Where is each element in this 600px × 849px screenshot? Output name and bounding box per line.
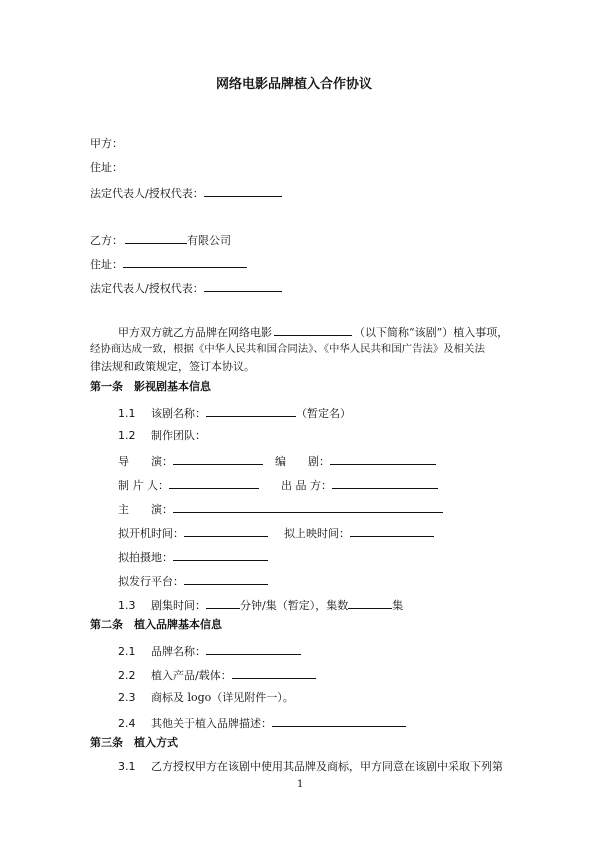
item-2-3-number: 2.3 bbox=[118, 691, 136, 704]
item-1-3-label: 剧集时间： bbox=[151, 599, 206, 612]
party-a-address-label: 住址： bbox=[90, 161, 123, 174]
item-1-3-row bbox=[118, 597, 403, 613]
item-1-3-number: 1.3 bbox=[118, 599, 136, 612]
producer-label: 制 片 人： bbox=[118, 479, 169, 492]
item-2-4-number: 2.4 bbox=[118, 717, 136, 730]
screenwriter-blank bbox=[330, 453, 436, 465]
item-2-3-label: 商标及 logo（详见附件一）。 bbox=[151, 691, 294, 704]
platform-row bbox=[118, 573, 268, 589]
item-2-2-label: 植入产品/载体： bbox=[151, 669, 232, 682]
start-date-row bbox=[118, 525, 268, 541]
publisher-blank bbox=[332, 477, 438, 489]
item-2-3-row bbox=[118, 691, 294, 705]
item-2-1-label: 品牌名称： bbox=[151, 645, 206, 658]
screenwriter-label: 编 剧： bbox=[275, 455, 330, 468]
article-2-heading: 第二条 植入品牌基本信息 bbox=[90, 618, 222, 631]
lead-actor-blank bbox=[173, 501, 443, 513]
lead-actor-row bbox=[118, 501, 443, 517]
release-date-row bbox=[284, 525, 434, 541]
intro-line-1b: （以下简称“该剧”）植入事项， bbox=[354, 326, 509, 339]
intro-line-3: 律法规和政策规定，签订本协议。 bbox=[90, 360, 255, 373]
release-date-label: 拟上映时间： bbox=[284, 527, 350, 540]
location-blank bbox=[173, 549, 268, 561]
start-date-label: 拟开机时间： bbox=[118, 527, 184, 540]
intro-line-1 bbox=[118, 324, 508, 340]
page-number: 1 bbox=[297, 779, 304, 790]
item-1-2-row bbox=[118, 429, 206, 443]
location-row bbox=[118, 549, 268, 565]
intro-line-2: 经协商达成一致，根据《中华人民共和国合同法》、《中华人民共和国广告法》及相关法 bbox=[90, 343, 485, 355]
party-b-representative-blank bbox=[204, 280, 282, 292]
document-title: 网络电影品牌植入合作协议 bbox=[216, 77, 373, 92]
location-label: 拟拍摄地： bbox=[118, 551, 173, 564]
item-1-3-middle: 分钟/集（暂定），集数 bbox=[240, 599, 349, 612]
lead-actor-label: 主 演： bbox=[118, 503, 173, 516]
episode-minutes-blank bbox=[206, 597, 240, 609]
party-b-address-row bbox=[90, 256, 247, 272]
item-1-2-number: 1.2 bbox=[118, 429, 136, 442]
screenwriter-row bbox=[275, 453, 436, 469]
party-b-name-blank bbox=[125, 232, 187, 244]
party-b-representative-row bbox=[90, 280, 282, 296]
item-2-1-row bbox=[118, 643, 301, 659]
item-1-1-row bbox=[118, 405, 351, 421]
party-a-representative-row bbox=[90, 185, 282, 201]
item-2-4-label: 其他关于植入品牌描述： bbox=[151, 717, 272, 730]
party-b-representative-label: 法定代表人/授权代表： bbox=[90, 282, 204, 295]
article-1-heading: 第一条 影视剧基本信息 bbox=[90, 380, 211, 393]
platform-blank bbox=[184, 573, 268, 585]
film-title-blank bbox=[206, 405, 296, 417]
item-3-1-row bbox=[118, 760, 503, 774]
director-blank bbox=[173, 453, 263, 465]
party-b-address-blank bbox=[123, 256, 247, 268]
item-1-1-note: （暂定名） bbox=[296, 407, 351, 420]
party-b-label: 乙方： bbox=[90, 234, 123, 247]
intro-line-1a: 甲方双方就乙方品牌在网络电影 bbox=[118, 326, 272, 339]
start-date-blank bbox=[184, 525, 268, 537]
party-a-representative-blank bbox=[204, 185, 282, 197]
platform-label: 拟发行平台： bbox=[118, 575, 184, 588]
publisher-row bbox=[281, 477, 438, 493]
item-2-4-row bbox=[118, 715, 406, 731]
party-a-representative-label: 法定代表人/授权代表： bbox=[90, 187, 204, 200]
item-2-1-number: 2.1 bbox=[118, 645, 136, 658]
item-1-3-suffix: 集 bbox=[392, 599, 404, 612]
party-b-address-label: 住址： bbox=[90, 258, 123, 271]
item-1-1-label: 该剧名称： bbox=[151, 407, 206, 420]
party-b-row bbox=[90, 232, 231, 248]
item-1-1-number: 1.1 bbox=[118, 407, 136, 420]
film-name-blank bbox=[274, 324, 352, 336]
item-3-1-number: 3.1 bbox=[118, 760, 136, 773]
item-3-1-text: 乙方授权甲方在该剧中使用其品牌及商标，甲方同意在该剧中采取下列第 bbox=[151, 760, 503, 773]
brand-description-blank bbox=[272, 715, 406, 727]
item-2-2-row bbox=[118, 667, 316, 683]
episode-count-blank bbox=[348, 597, 392, 609]
item-2-2-number: 2.2 bbox=[118, 669, 136, 682]
item-1-2-label: 制作团队： bbox=[151, 429, 206, 442]
brand-name-blank bbox=[206, 643, 301, 655]
publisher-label: 出 品 方： bbox=[281, 479, 332, 492]
party-b-suffix: 有限公司 bbox=[187, 234, 231, 247]
producer-row bbox=[118, 477, 259, 493]
party-a-label: 甲方： bbox=[90, 137, 123, 150]
director-label: 导 演： bbox=[118, 455, 173, 468]
producer-blank bbox=[169, 477, 259, 489]
article-3-heading: 第三条 植入方式 bbox=[90, 736, 178, 749]
director-row bbox=[118, 453, 263, 469]
release-date-blank bbox=[350, 525, 434, 537]
product-carrier-blank bbox=[232, 667, 316, 679]
